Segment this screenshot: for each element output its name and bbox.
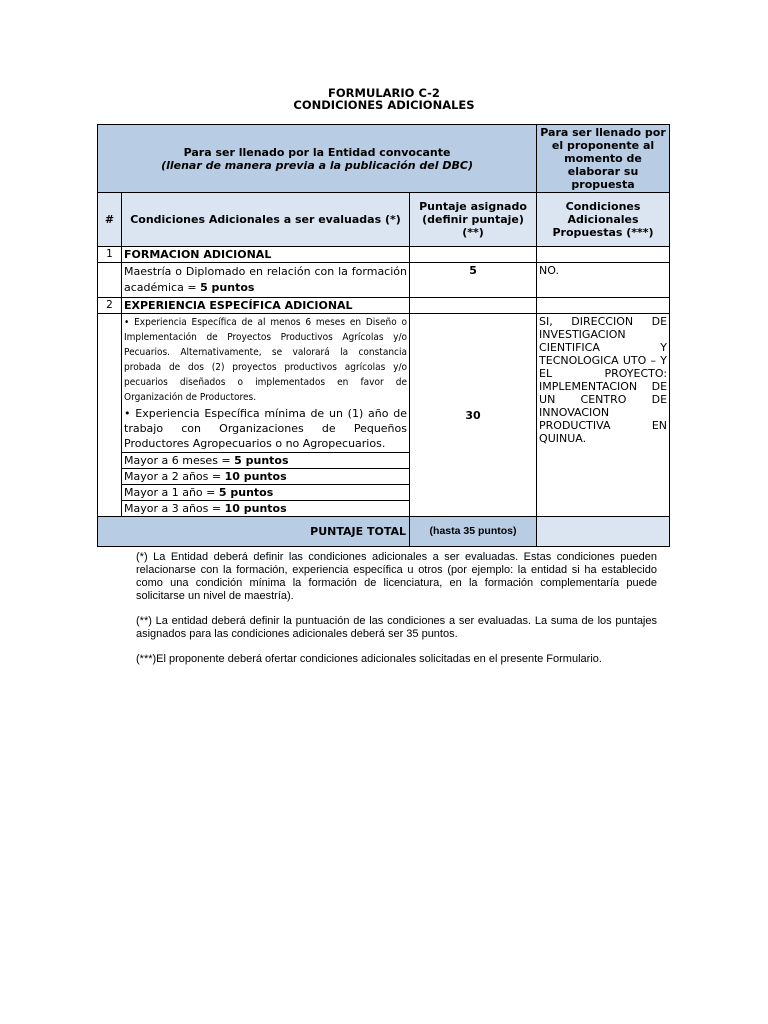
score-points: 10 puntos [224, 502, 287, 515]
condition-text: Maestría o Diplomado en relación con la formación académica = [124, 265, 407, 294]
assigned-points: 5 [410, 263, 537, 298]
score-line [122, 500, 409, 516]
assigned-points: 30 [410, 314, 537, 517]
experience-bullet-text: Experiencia Específica mínima de un (1) año de trabajo con Organizaciones de Pequeños Productores Agropecuarios o no Agropecuarios. [124, 407, 407, 450]
form-subtitle: CONDICIONES ADICIONALES [293, 98, 475, 112]
section-title: EXPERIENCIA ESPECÍFICA ADICIONAL [122, 298, 410, 314]
score-line [122, 452, 409, 468]
total-value: (hasta 35 puntos) [410, 517, 537, 547]
column-points-header: Puntaje asignado (definir puntaje) (**) [410, 193, 537, 247]
score-points: 10 puntos [224, 470, 287, 483]
total-label: PUNTAJE TOTAL [98, 517, 410, 547]
section-points-blank [410, 247, 537, 263]
entity-header-title: Para ser llenado por la Entidad convocante [183, 145, 451, 159]
section-points-blank [410, 298, 537, 314]
conditions-table [97, 124, 670, 547]
column-conditions-header: Condiciones Adicionales a ser evaluadas (*) [122, 193, 410, 247]
experience-description [122, 314, 410, 517]
entity-header [98, 125, 537, 193]
footnote-proponent: (***)El proponente deberá ofertar condiciones adicionales solicitadas en el presente Formulario. [136, 653, 602, 665]
column-proposed-header: Condiciones Adicionales Propuestas (***) [537, 193, 670, 247]
section-title: FORMACION ADICIONAL [122, 247, 410, 263]
condition-score: 5 puntos [200, 281, 255, 294]
score-points: 5 puntos [234, 454, 289, 467]
experience-bullet-text: Experiencia Específica de al menos 6 meses en Diseño o Implementación de Proyectos Productivos Agrícolas y/o Pecuarios. Alternativamente, se valorará la constancia probada de dos (2) proyectos productivos agrícolas y/o pecuarios diseñados o implementados en favor de Organización de Productores. [124, 317, 407, 403]
section-number: 1 [98, 247, 122, 263]
score-line [122, 484, 409, 500]
score-text: Mayor a 3 años = [124, 502, 225, 515]
proponent-header: Para ser llenado por el proponente al momento de elaborar su propuesta [537, 125, 670, 193]
footnote-entity: (*) La Entidad deberá definir las condiciones adicionales a ser evaluadas. Estas condiciones pueden relacionarse con la formación, experiencia específica u otros (por ejemplo: la entidad si ha establecido como una condición mínima la formación de licenciatura, en la formación complementaría puede solicitarse un nivel de maestría). [136, 551, 657, 602]
form-title: FORMULARIO C-2 [328, 86, 440, 100]
score-points: 5 puntos [218, 486, 274, 499]
score-line [122, 468, 409, 484]
score-text: Mayor a 1 año = [124, 486, 219, 499]
section-number: 2 [98, 298, 122, 314]
experience-bullet: • Experiencia Específica mínima de un (1) año de trabajo con Organizaciones de Pequeños Productores Agropecuarios o no Agropecuarios. [124, 407, 407, 450]
section-proposed-blank [537, 247, 670, 263]
score-text: Mayor a 6 meses = [124, 454, 235, 467]
entity-header-note: (llenar de manera previa a la publicación del DBC) [161, 158, 473, 172]
proposed-condition: NO. [537, 263, 670, 298]
row-number-blank [98, 314, 122, 517]
row-number-blank [98, 263, 122, 298]
experience-bullet: • Experiencia Específica de al menos 6 meses en Diseño o Implementación de Proyectos Productivos Agrícolas y/o Pecuarios. Alternativamente, se valorará la constancia probada de dos (2) proyectos productivos agrícolas y/o pecuarios diseñados o implementados en favor de Organización de Productores. [124, 317, 407, 403]
total-proposed-blank [537, 517, 670, 547]
score-text: Mayor a 2 años = [124, 470, 225, 483]
proposed-condition: SI, DIRECCION DE INVESTIGACION CIENTIFICA Y TECNOLOGICA UTO – Y EL PROYECTO: IMPLEMENTACION DE UN CENTRO DE INNOVACION PRODUCTIVA EN QUINUA. [537, 314, 670, 517]
footnote-points: (**) La entidad deberá definir la puntuación de las condiciones a ser evaluadas. La suma de los puntajes asignados para las condiciones adicionales deberá ser 35 puntos. [136, 615, 657, 640]
section-proposed-blank [537, 298, 670, 314]
column-number-header: # [98, 193, 122, 247]
condition-description [122, 263, 410, 298]
